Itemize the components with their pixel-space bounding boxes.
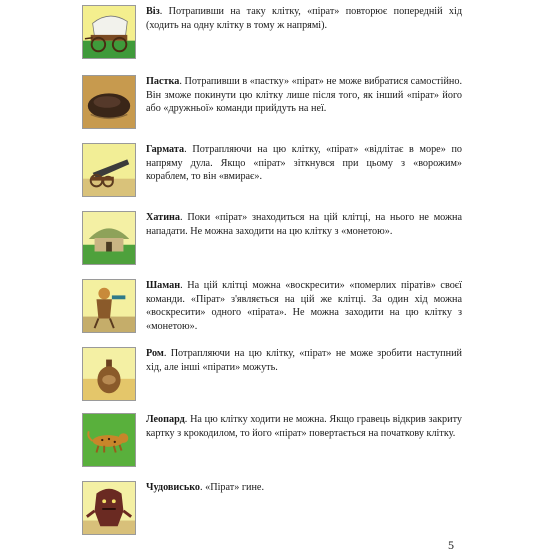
entry-text [146,279,462,333]
entry-desc: . Потрапивши на таку клітку, «пірат» повторює попередній хід (ходить на одну клітку в тому ж напрямі). [146,6,462,31]
entry-desc: . На цій клітці можна «воскресити» «померлих піратів» своєї команди. «Пірат» з'являється на цій же клітці. За один хід можна «воскресити» одного «пірата». Не можна заходити на цю клітку з «монетою». [146,280,462,332]
trap-icon [83,76,135,128]
entry-text [146,75,462,116]
wagon-card [82,5,136,59]
entry-cannon [82,143,462,203]
entry-text [146,143,462,184]
rum-icon [83,348,135,400]
entry-text [146,347,462,374]
entry-trap [82,75,462,135]
leopard-card [82,413,136,467]
entry-rum [82,347,462,407]
entry-term: Чудовисько [146,482,201,493]
page-number: 5 [448,538,454,552]
entry-term: Пастка [146,76,180,87]
entry-term: Ром [146,348,164,359]
monster-icon [83,482,135,534]
entry-shaman [82,279,462,339]
entry-hut [82,211,462,271]
entry-text [146,481,462,495]
entry-text [146,211,462,238]
leopard-icon [83,414,135,466]
hut-icon [83,212,135,264]
shaman-card [82,279,136,333]
hut-card [82,211,136,265]
entry-desc: . Поки «пірат» знаходиться на цій клітці, на нього не можна нападати. Не можна заходити на цю клітку з «монетою». [146,212,462,237]
monster-card [82,481,136,535]
entry-text [146,5,462,32]
entry-term: Хатина [146,212,181,223]
rum-card [82,347,136,401]
entry-desc: . Потрапляючи на цю клітку, «пірат» не може зробити наступний хід, але інші «пірати» можуть. [146,348,462,373]
entry-term: Віз [146,6,160,17]
entry-desc: . «Пірат» гине. [200,482,265,493]
cannon-card [82,143,136,197]
entry-text [146,413,462,440]
entry-desc: . Потрапивши в «пастку» «пірат» не може вибратися самостійно. Він зможе покинути цю клітку лише після того, як інший «пірат» його або «дружньої» команди прийдуть на неї. [146,76,462,115]
entry-leopard [82,413,462,473]
entry-desc: . На цю клітку ходити не можна. Якщо гравець відкрив закриту картку з крокодилом, то його «пірат» повертається на початкову клітку. [146,414,462,439]
wagon-icon [83,6,135,58]
cannon-icon [83,144,135,196]
entry-wagon [82,5,462,65]
entry-term: Гармата [146,144,185,155]
entry-desc: . Потрапляючи на цю клітку, «пірат» «відлітає в море» по напряму дула. Якщо «пірат» зіткнувся при цьому з «ворожим» кораблем, то він «вмирає». [146,144,462,183]
entry-term: Леопард [146,414,185,425]
entry-term: Шаман [146,280,181,291]
trap-card [82,75,136,129]
shaman-icon [83,280,135,332]
entry-monster [82,481,462,541]
